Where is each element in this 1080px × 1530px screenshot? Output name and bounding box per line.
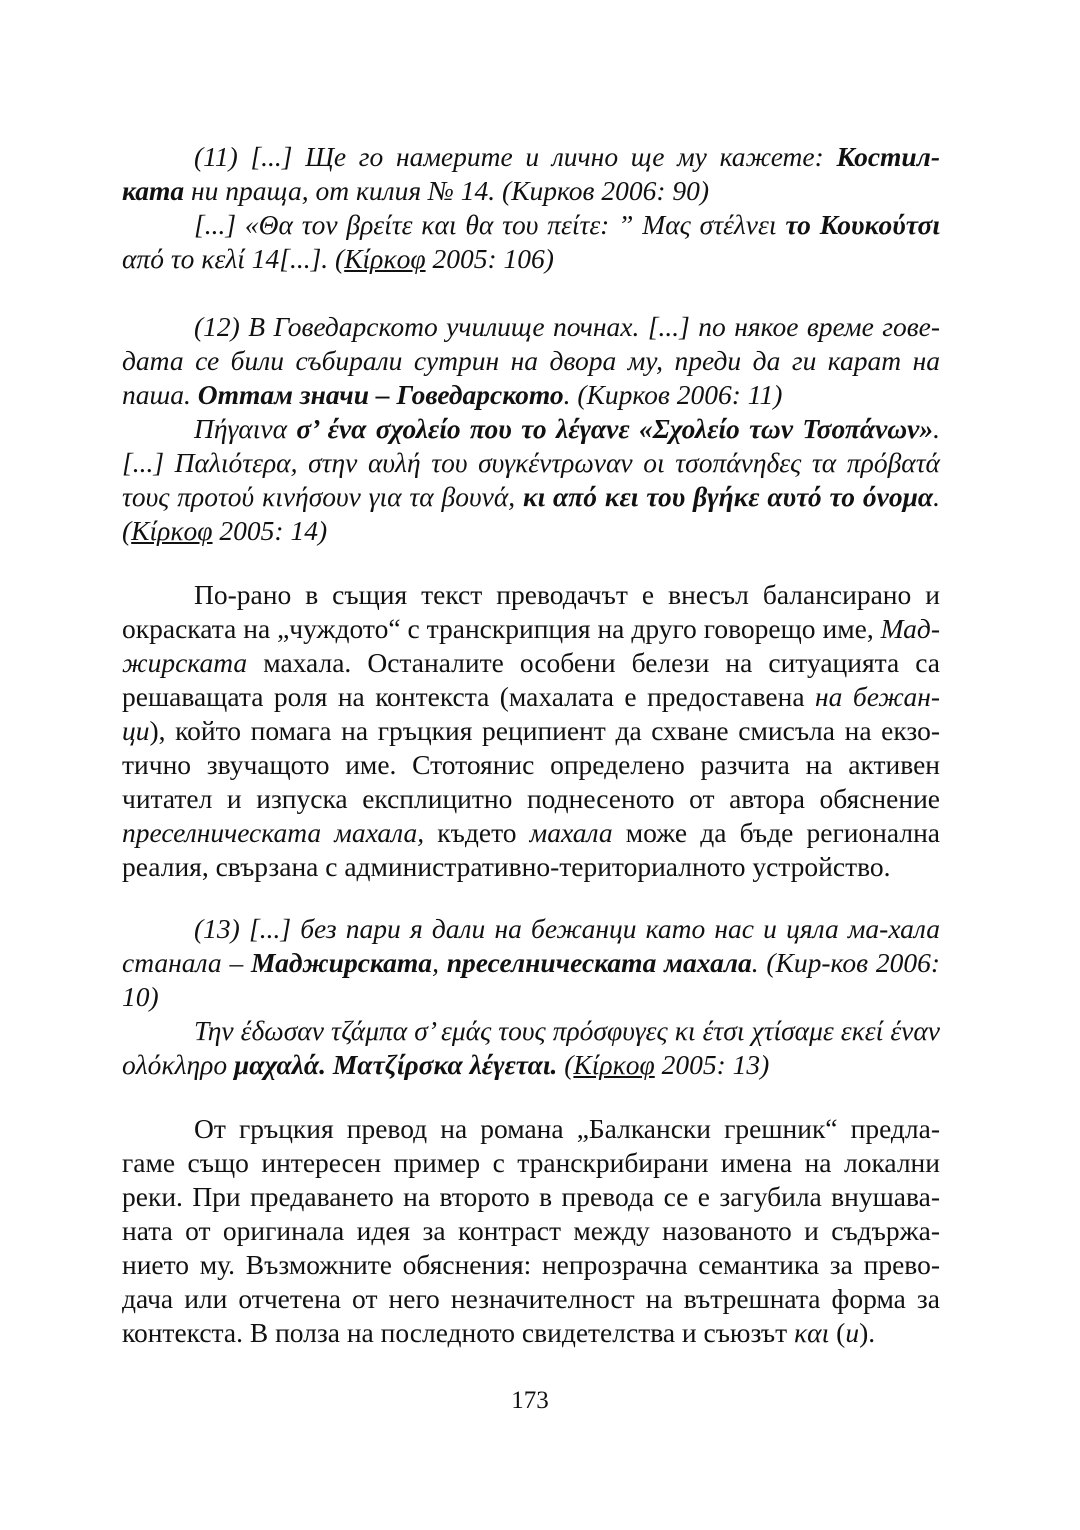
example-13-bulgarian: (13) [...] без пари я дали на бежанци като нас и цяла ма-хала станала – Маджирската, преселническата махала. (Кир-ков 2006: 10) [122,913,940,1012]
example-12-bulgarian: (12) В Говедарското училище почнах. [...] по някое време гове-дата се били събирали сутрин на двора му, преди да ги карат на паша. Оттам значи – Говедарското. (Кирков 2006: 11) [122,311,940,410]
example-12-greek: Πήγαινα σ’ ένα σχολείο που το λέγανε «Σχολείο των Τσοπάνων». [...] Παλιότερα, στην αυλή του συγκέντρωναν οι τσοπάνηδες τα πρόβατά τους προτού κινήσουν για τα βουνά, κι από κει του βγήκε αυτό το όνομα. (Κίρκοφ 2005: 14) [122,413,940,546]
example-11-greek: [...] «Θα τον βρείτε και θα του πείτε: ” Μας στέλνει το Κουκούτσι από το κελί 14[...]. (Κίρκοφ 2005: 106) [122,209,940,274]
author-link: Κίρκοφ [344,243,426,274]
paragraph-text: По-рано в същия текст преводачът е внесъл балансирано и окраската на „чуждото“ с транскрипция на друго говорещо име, Мад-жирската махала. Останалите особени белези на ситуацията са решаващата роля на контекста (махалата е предоставена на бежан-ци), който помага на гръцкия реципиент да схване смисъла на екзо-тично звучащото име. Стотоянис определено разчита на активен читател и изпуска експлицитно поднесеното от автора обяснение преселническата махала, където махала може да бъде регионална реалия, свързана с административно-териториалното устройство. [122,579,940,882]
example-11 [122,140,940,276]
example-12 [122,310,940,548]
example-13 [122,912,940,1082]
paragraph-text: От гръцкия превод на романа „Балкански грешник“ предла-гаме също интересен пример с транскрибирани имена на локални реки. При предаването на второто в превода се е загубила внушава-ната от оригинала идея за контраст между назованото и съдържа-нието му. Възможните обяснения: непрозрачна семантика за прево-дача или отчетена от него незначителност на вътрешната форма за контекста. В полза на последното свидетелства и съюзът και (и). [122,1113,940,1348]
page-number: 173 [511,1387,549,1414]
body-paragraph-1 [122,578,940,884]
author-link: Κίρκοφ [573,1049,655,1080]
example-11-bulgarian: (11) [...] Ще го намерите и лично ще му кажете: Костил-ката ни праща, от килия № 14. (Кирков 2006: 90) [122,141,940,206]
author-link: Κίρκοφ [131,515,213,546]
body-paragraph-2 [122,1112,940,1350]
example-13-greek: Την έδωσαν τζάμπα σ’ εμάς τους πρόσφυγες κι έτσι χτίσαμε εκεί έναν ολόκληρο μαχαλά. Ματζίρσκα λέγεται. (Κίρκοφ 2005: 13) [122,1015,940,1080]
